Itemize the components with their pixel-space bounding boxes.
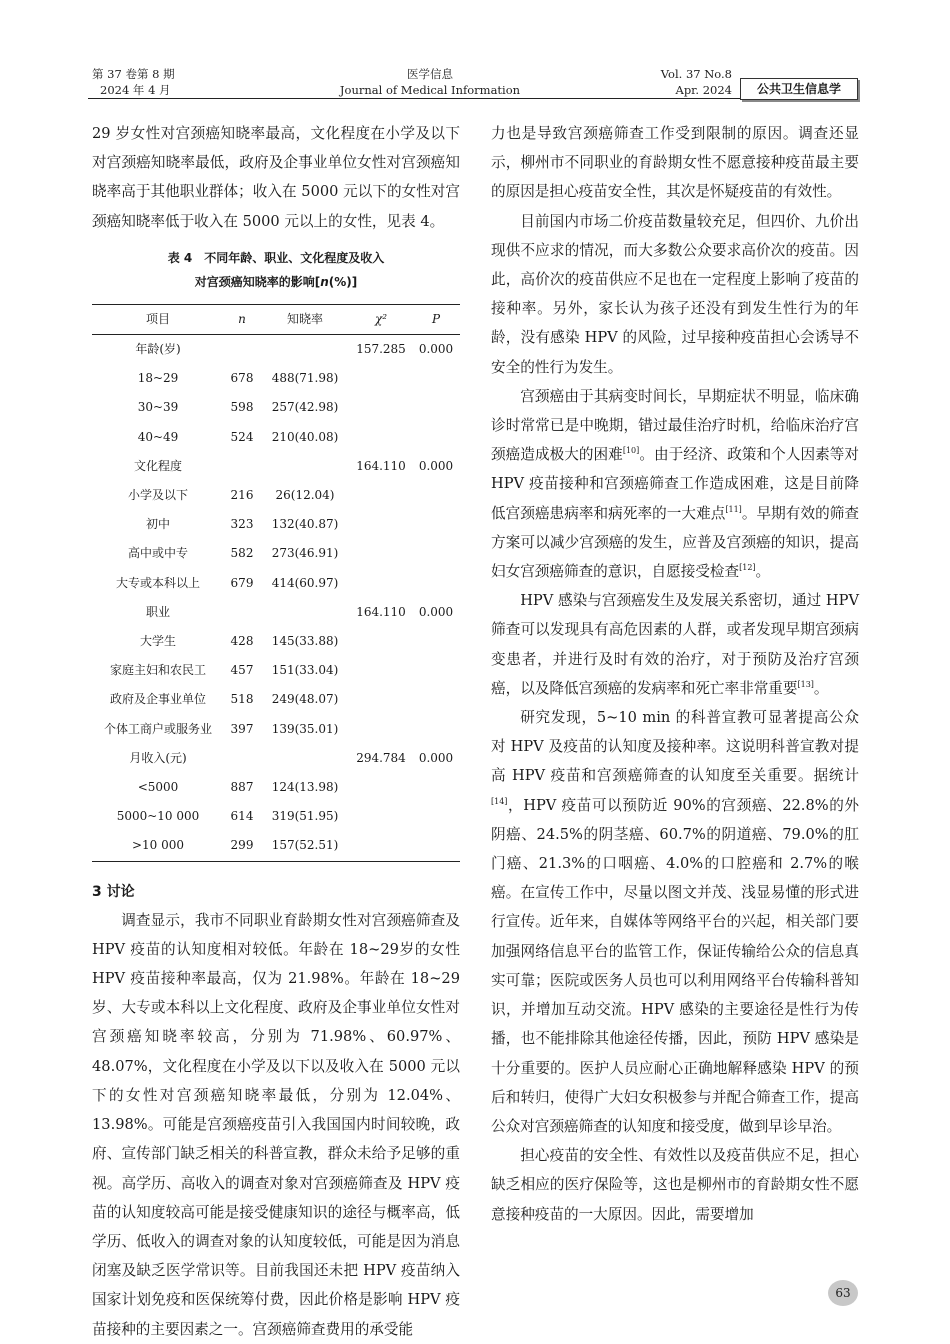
cell-p <box>412 364 460 393</box>
cell-chi2: 164.110 <box>356 604 406 619</box>
cell-rate: 319(51.95) <box>271 809 339 824</box>
table-row <box>92 510 460 539</box>
cell-n: 582 <box>230 546 254 561</box>
cell-item: >10 000 <box>92 831 224 861</box>
cell-chi2 <box>350 364 412 393</box>
section-badge: 公共卫生信息学 <box>740 78 858 100</box>
table-row <box>92 773 460 802</box>
header-date-cn: 2024 年 4 月 <box>100 83 171 97</box>
cell-rate <box>260 452 350 481</box>
cell-item: 年龄(岁) <box>135 342 181 357</box>
cell-item: 初中 <box>145 517 170 532</box>
cell-item: 大专或本科以上 <box>115 575 200 590</box>
cell-n: 323 <box>230 517 254 532</box>
cell-p: 0.000 <box>418 458 454 473</box>
cell-rate: 124(13.98) <box>271 780 339 795</box>
header-date-en: Apr. 2024 <box>675 83 732 97</box>
cell-chi2 <box>350 510 412 539</box>
cell-item: <5000 <box>137 780 179 795</box>
cell-item: 职业 <box>145 604 170 619</box>
cell-p <box>412 802 460 831</box>
cell-chi2 <box>350 802 412 831</box>
table-row <box>92 423 460 452</box>
cell-rate <box>260 598 350 627</box>
cell-item: 月收入(元) <box>129 750 187 765</box>
cell-chi2: 157.285 <box>356 342 406 357</box>
left-paragraph-2: 调查显示，我市不同职业育龄期女性对宫颈癌筛查及 HPV 疫苗的认知度相对较低。年龄在 18~29岁的女性 HPV 疫苗接种率最高，仅为 21.98%。年龄在 18~29 岁、大专或本科以上文化程度、政府及企事业单位女性对宫颈癌知晓率较高，分别为 71.98%、60.97%、48.07%，文化程度在小学及以下以及收入在 5000 元以下的女性对宫颈癌知晓率最低，分别为 12.04%、13.98%。可能是宫颈癌疫苗引入我国国内时间较晚，政府、宣传部门缺乏相关的科普宣教，群众未给予足够的重视。高学历、高收入的调查对象对宫颈癌筛查及 HPV 疫苗的认知度较高可能是接受健康知识的途径与概率高，低学历、低收入的调查对象的认知度较低，可能是因为消息闭塞及缺乏医学常识等。目前我国还未把 HPV 疫苗纳入国家计划免疫和医保统筹付费，因此价格是影响 HPV 疫苗接种的主要因素之一。宫颈癌筛查费用的承受能 <box>92 911 460 1338</box>
cell-p: 0.000 <box>418 750 454 765</box>
header-volume-cn: 第 37 卷第 8 期 <box>92 67 175 81</box>
cell-item: 家庭主妇和农民工 <box>109 663 206 678</box>
cell-p <box>412 831 460 861</box>
cell-n <box>224 744 260 773</box>
cell-chi2 <box>350 656 412 685</box>
table-row <box>92 685 460 714</box>
cell-item: 小学及以下 <box>127 488 188 503</box>
cell-n: 428 <box>230 634 254 649</box>
right-paragraph-4: HPV 感染与宫颈癌发生及发展关系密切，通过 HPV 筛查可以发现具有高危因素的人群，或者发现早期宫颈病变患者，并进行及时有效的治疗，对于预防及治疗宫颈癌，以及降低宫颈癌的发病率和死亡率非常重要[13]。 <box>491 592 859 697</box>
cell-chi2 <box>350 481 412 510</box>
cell-chi2 <box>350 539 412 568</box>
header-cell-chi2: χ² <box>350 304 412 334</box>
right-paragraph-2: 目前国内市场二价疫苗数量较充足，但四价、九价出现供不应求的情况，而大多数公众要求高价次的疫苗。因此，高价次的疫苗供应不足也在一定程度上影响了疫苗的接种率。另外，家长认为孩子还没有到发生性行为的年龄，没有感染 HPV 的风险，过早接种疫苗担心会诱导不安全的性行为发生。 <box>491 212 859 376</box>
cell-p <box>412 715 460 744</box>
table-caption <box>92 246 460 294</box>
cell-item: 高中或中专 <box>127 546 188 561</box>
cell-n: 887 <box>230 780 254 795</box>
cell-item: 30~39 <box>137 400 179 415</box>
right-paragraph-5: 研究发现，5~10 min 的科普宣教可显著提高公众对 HPV 及疫苗的认知度及接种率。这说明科普宣教对提高 HPV 疫苗和宫颈癌筛查的认知度至关重要。据统计[14]，HPV 疫苗可以预防近 90%的宫颈癌、22.8%的外阴癌、24.5%的阴茎癌、60.7%的阴道癌、79.0%的肛门癌、21.3%的口咽癌、4.0%的口腔癌和 2.7%的喉癌。在宣传工作中，尽量以图文并茂、浅显易懂的形式进行宣传。近年来，自媒体等网络平台的兴起，相关部门要加强网络信息平台的监管工作，保证传输给公众的信息真实可靠；医院或医务人员也可以利用网络平台传输科普知识，并增加互动交流。HPV 感染的主要途径是性行为传播，也不能排除其他途径传播，因此，预防 HPV 感染是十分重要的。医护人员应耐心正确地解释感染 HPV 的预后和转归，使得广大妇女积极参与并配合筛查工作，提高公众对宫颈癌筛查的认知度和接受度，做到早诊早治。 <box>491 709 859 1135</box>
citation-12: [12] <box>739 563 756 573</box>
cell-chi2 <box>350 393 412 422</box>
cell-p <box>412 773 460 802</box>
right-paragraph-6: 担心疫苗的安全性、有效性以及疫苗供应不足，担心缺乏相应的医疗保险等，这也是柳州市的育龄期女性不愿意接种疫苗的一大原因。因此，需要增加 <box>491 1147 859 1223</box>
cell-n: 679 <box>230 575 254 590</box>
cell-p: 0.000 <box>418 604 454 619</box>
cell-item: 大学生 <box>139 634 176 649</box>
cell-item: 5000~10 000 <box>116 809 200 824</box>
table-row <box>92 598 460 627</box>
right-paragraph-3: 宫颈癌由于其病变时间长，早期症状不明显，临床确诊时常常已是中晚期，错过最佳治疗时机，给临床治疗宫颈癌造成极大的困难[10]。由于经济、政策和个人因素等对 HPV 疫苗接种和宫颈癌筛查工作造成困难，这是目前降低宫颈癌患病率和病死率的一大难点[11]。早期有效的筛查方案可以减少宫颈癌的发生，应普及宫颈癌的知识，提高妇女宫颈癌筛查的意识，自愿接受检查[12]。 <box>491 387 859 581</box>
cell-rate: 273(46.91) <box>271 546 339 561</box>
cell-chi2 <box>350 685 412 714</box>
left-paragraph-1: 29 岁女性对宫颈癌知晓率最高，文化程度在小学及以下对宫颈癌知晓率最低，政府及企事业单位女性对宫颈癌知晓率高于其他职业群体；收入在 5000 元以下的女性对宫颈癌知晓率低于收入在 5000 元以上的女性，见表 4。 <box>92 125 460 230</box>
cell-item: 政府及企事业单位 <box>109 692 206 707</box>
cell-n <box>224 452 260 481</box>
cell-p <box>412 481 460 510</box>
table-row <box>92 393 460 422</box>
section-heading: 3 讨论 <box>92 883 135 900</box>
cell-n: 524 <box>230 429 254 444</box>
cell-p: 0.000 <box>418 342 454 357</box>
cell-p <box>412 656 460 685</box>
cell-p <box>412 510 460 539</box>
page-number: 63 <box>828 1280 858 1306</box>
cell-chi2 <box>350 423 412 452</box>
table-row <box>92 481 460 510</box>
table-row <box>92 452 460 481</box>
header-volume-en: Vol. 37 No.8 <box>660 67 732 81</box>
cell-rate: 157(52.51) <box>260 831 350 861</box>
table-row <box>92 539 460 568</box>
header-cell-item: 项目 <box>92 304 224 334</box>
cell-item: 18~29 <box>137 371 179 386</box>
cell-chi2 <box>350 773 412 802</box>
cell-n: 216 <box>230 488 254 503</box>
cell-chi2 <box>350 715 412 744</box>
cell-rate: 414(60.97) <box>271 575 339 590</box>
header-journal-en: Journal of Medical Information <box>339 83 521 97</box>
cell-rate: 139(35.01) <box>271 721 339 736</box>
cell-rate: 488(71.98) <box>271 371 339 386</box>
cell-chi2 <box>350 569 412 598</box>
cell-rate: 132(40.87) <box>271 517 339 532</box>
citation-10: [10] <box>622 446 640 456</box>
table-4 <box>92 304 460 862</box>
cell-n: 299 <box>224 831 260 861</box>
cell-p <box>412 393 460 422</box>
citation-11: [11] <box>725 504 742 514</box>
cell-rate: 210(40.08) <box>271 429 339 444</box>
table-row <box>92 364 460 393</box>
cell-rate <box>260 335 350 365</box>
table-row <box>92 802 460 831</box>
table-row <box>92 831 460 861</box>
cell-p <box>412 685 460 714</box>
cell-n: 598 <box>230 400 254 415</box>
cell-chi2 <box>350 627 412 656</box>
table-title-line-1: 表 4 不同年龄、职业、文化程度及收入 <box>167 250 385 265</box>
table-title-line-2: 对宫颈癌知晓率的影响[n(%)] <box>194 274 358 289</box>
table-row <box>92 335 460 365</box>
cell-chi2 <box>350 831 412 861</box>
cell-n: 457 <box>230 663 254 678</box>
right-paragraph-1: 力也是导致宫颈癌筛查工作受到限制的原因。调查还显示，柳州市不同职业的育龄期女性不愿意接种疫苗最主要的原因是担心疫苗安全性，其次是怀疑疫苗的有效性。 <box>491 125 859 201</box>
cell-chi2: 294.784 <box>356 750 406 765</box>
cell-rate: 257(42.98) <box>271 400 339 415</box>
citation-14: [14] <box>491 796 508 806</box>
table-header-row <box>92 304 460 334</box>
right-column <box>491 119 859 1229</box>
table-row <box>92 744 460 773</box>
cell-rate <box>260 744 350 773</box>
table-row <box>92 715 460 744</box>
cell-rate: 26(12.04) <box>275 488 335 503</box>
cell-p <box>412 423 460 452</box>
cell-n: 397 <box>230 721 254 736</box>
cell-item: 文化程度 <box>133 458 182 473</box>
cell-rate: 151(33.04) <box>271 663 339 678</box>
left-column <box>92 119 460 1344</box>
header-journal-cn: 医学信息 <box>407 67 453 81</box>
cell-item: 个体工商户或服务业 <box>103 721 212 736</box>
cell-n <box>224 598 260 627</box>
cell-item: 40~49 <box>137 429 179 444</box>
citation-13: [13] <box>797 680 814 689</box>
cell-rate: 249(48.07) <box>271 692 339 707</box>
table-row <box>92 569 460 598</box>
cell-chi2: 164.110 <box>356 458 406 473</box>
cell-p <box>412 627 460 656</box>
table-row <box>92 627 460 656</box>
cell-n: 678 <box>230 371 254 386</box>
cell-rate: 145(33.88) <box>271 634 339 649</box>
cell-n <box>224 335 260 365</box>
cell-n: 614 <box>230 809 254 824</box>
table-row <box>92 656 460 685</box>
cell-p <box>412 539 460 568</box>
header-cell-rate: 知晓率 <box>260 304 350 334</box>
header-cell-p: P <box>412 304 460 334</box>
cell-n: 518 <box>230 692 254 707</box>
header-cell-n: n <box>224 304 260 334</box>
cell-p <box>412 569 460 598</box>
